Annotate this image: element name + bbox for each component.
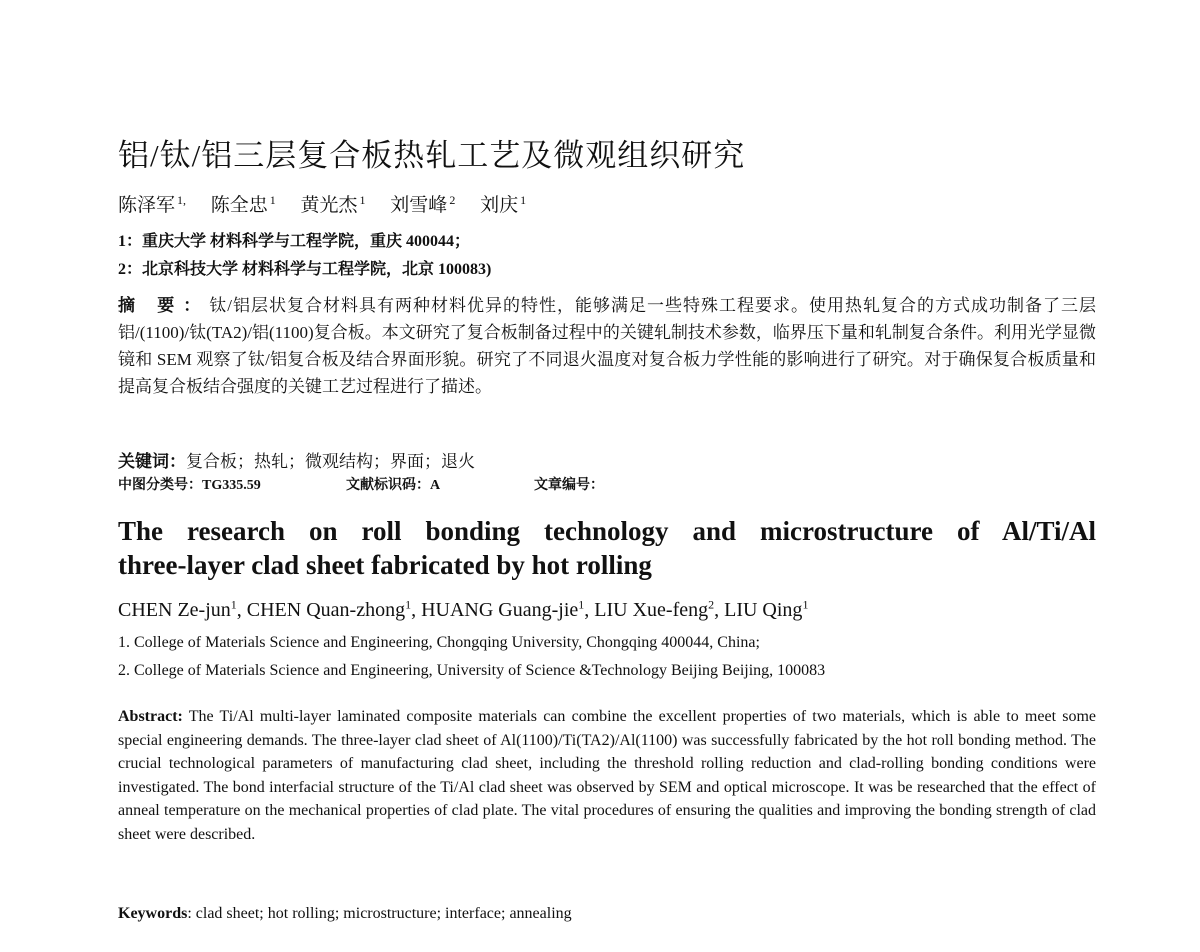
english-author: HUANG Guang-jie$^1$, — [421, 597, 595, 621]
chinese-author: 刘雪峰 $^2$ — [390, 192, 456, 216]
chinese-affiliation-2: 2：北京科技大学 材料科学与工程学院，北京 100083) — [118, 261, 492, 278]
english-abstract-text: The Ti/Al multi-layer laminated composite materials can combine the excellent properties of two materials, which is able to meet some special engineering demands. The three-layer clad sheet of Al(1100)/Ti(TA2)/Al(1100) was successfully fabricated by the hot roll bonding method. The crucial technological parameters of manufacturing clad sheet, including the threshold rolling reduction and clad-rolling bonding conditions were investigated. The bond interfacial structure of the Ti/Al clad sheet was observed by SEM and optical microscope. It was be researched that the effect of anneal temperature on the mechanical properties of clad plate. The vital procedures of ensuring the qualities and improving the bonding strength of clad sheet were described. — [118, 708, 1096, 843]
english-title — [118, 514, 1096, 582]
classification-line — [118, 474, 1098, 494]
english-abstract-label: Abstract: — [118, 708, 183, 725]
chinese-author-list — [118, 190, 1098, 217]
english-title-line-1: The research on roll bonding technology and microstructure of Al/Ti/Al — [118, 516, 1096, 546]
chinese-author: 刘庆 $^1$ — [480, 192, 527, 216]
chinese-abstract — [118, 292, 1096, 400]
chinese-keywords-label: 关键词： — [118, 452, 186, 471]
english-author: LIU Xue-feng$^2$, — [594, 597, 725, 621]
english-keywords — [118, 905, 1098, 923]
english-affiliation-1: 1. College of Materials Science and Engineering, Chongqing University, Chongqing 400044, China; — [118, 634, 760, 651]
article-number: 文章编号： — [534, 478, 604, 493]
english-keywords-label: Keywords — [118, 905, 188, 922]
chinese-title: 铝/钛/铝三层复合板热轧工艺及微观组织研究 — [118, 138, 746, 173]
chinese-author: 陈泽军 $^{1,}$ — [118, 192, 187, 216]
chinese-author: 陈全忠 $^1$ — [210, 192, 276, 216]
english-author-list — [118, 597, 1098, 622]
chinese-author: 黄光杰 $^1$ — [300, 192, 366, 216]
chinese-abstract-text: 钛/铝层状复合材料具有两种材料优异的特性，能够满足一些特殊工程要求。使用热轧复合的方式成功制备了三层铝/(1100)/钛(TA2)/铝(1100)复合板。本文研究了复合板制备过程中的关键轧制技术参数，临界压下量和轧制复合条件。利用光学显微镜和 SEM 观察了钛/铝复合板及结合界面形貌。研究了不同退火温度对复合板力学性能的影响进行了研究。对于确保复合板质量和提高复合板结合强度的关键工艺过程进行了描述。 — [118, 296, 1097, 396]
english-author: CHEN Quan-zhong$^1$, — [246, 597, 422, 621]
chinese-affiliation-1: 1：重庆大学 材料科学与工程学院，重庆 400044； — [118, 233, 471, 250]
classification-number: 中图分类号：TG335.59 — [118, 478, 261, 493]
english-abstract — [118, 705, 1096, 846]
english-keywords-text: : clad sheet; hot rolling; microstructure; interface; annealing — [187, 905, 572, 922]
chinese-keywords-text: 复合板；热轧；微观结构；界面；退火 — [186, 452, 475, 471]
english-title-line-2: three-layer clad sheet fabricated by hot rolling — [118, 550, 652, 580]
chinese-abstract-label: 摘 要： — [118, 296, 210, 315]
chinese-keywords — [118, 447, 1098, 472]
english-affiliation-2: 2. College of Materials Science and Engineering, University of Science &Technology Beijing Beijing, 100083 — [118, 662, 826, 679]
english-author: LIU Qing$^1$ — [724, 597, 809, 621]
document-code: 文献标识码：A — [346, 478, 441, 493]
english-author: CHEN Ze-jun$^1$, — [118, 597, 247, 621]
